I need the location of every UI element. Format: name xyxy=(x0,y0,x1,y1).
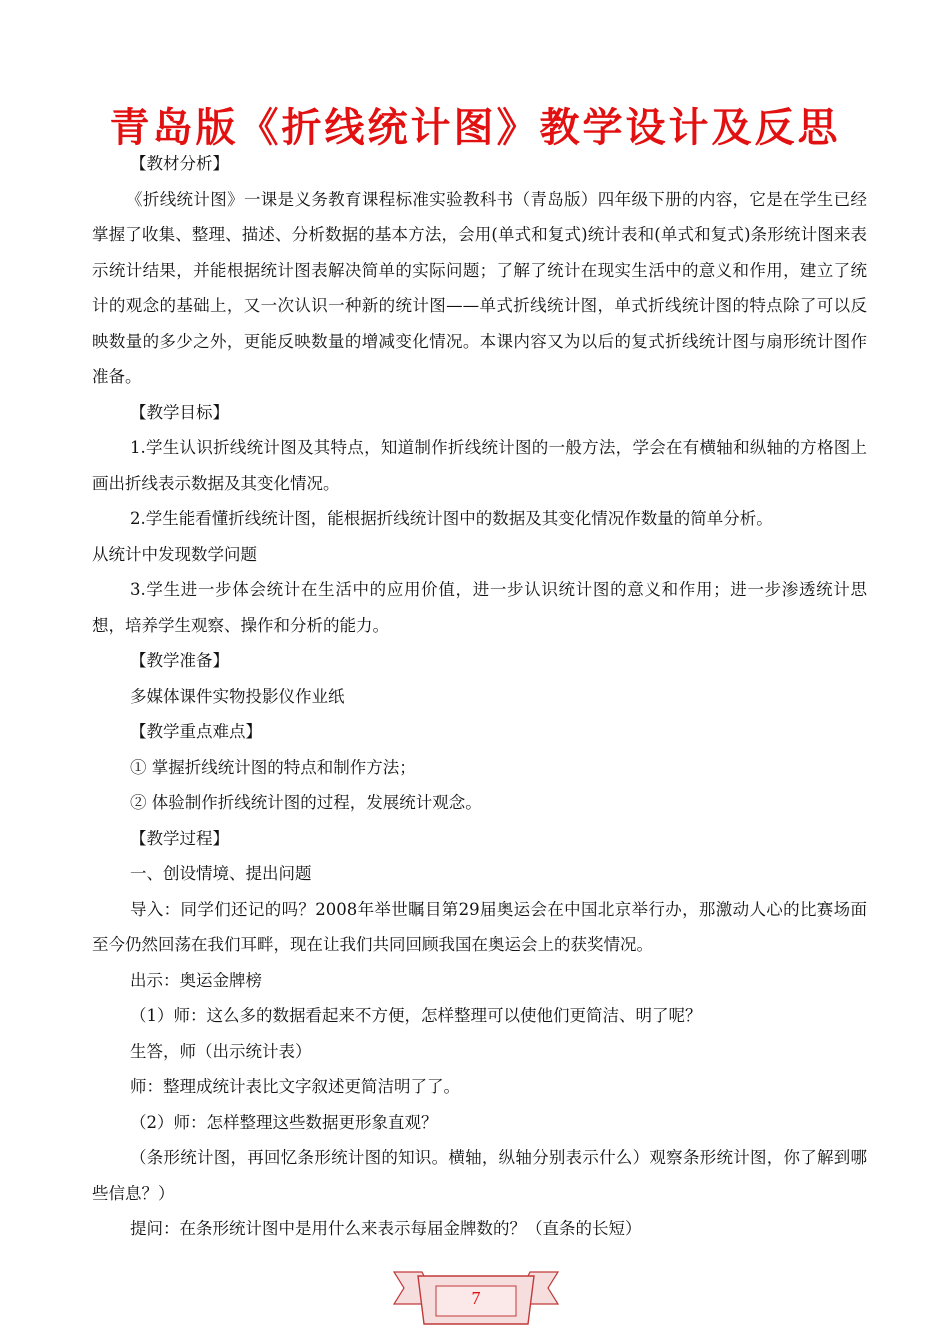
document-title: 青岛版《折线统计图》教学设计及反思 xyxy=(109,104,841,151)
goal-item-3: 3.学生进一步体会统计在生活中的应用价值，进一步认识统计图的意义和作用；进一步渗透统计思想，培养学生观察、操作和分析的能力。 xyxy=(92,580,867,635)
section-heading-key-points: 【教学重点难点】 xyxy=(130,722,262,741)
answer-1: 生答，师（出示统计表） xyxy=(130,1041,312,1061)
key-point-1: ① 掌握折线统计图的特点和制作方法； xyxy=(130,757,416,777)
teacher-line-1: 师：整理成统计表比文字叙述更简洁明了了。 xyxy=(130,1077,460,1096)
analysis-paragraph: 《折线统计图》一课是义务教育课程标准实验教科书（青岛版）四年级下册的内容，它是在学生已经掌握了收集、整理、描述、分析数据的基本方法，会用(单式和复式)统计表和(单式和复式)条形统计图来表示统计结果，并能根据统计图表解决简单的实际问题；了解了统计在现实生活中的意义和作用，建立了统计的观念的基础上，又一次认识一种新的统计图——单式折线统计图，单式折线统计图的特点除了可以反映数量的多少之外，更能反映数量的增减变化情况。本课内容又为以后的复式折线统计图与扇形统计图作准备。 xyxy=(92,189,867,386)
preparation-text: 多媒体课件实物投影仪作业纸 xyxy=(130,686,345,706)
ask-line: 提问：在条形统计图中是用什么来表示每届金牌数的？（直条的长短） xyxy=(130,1219,642,1238)
question-2: （2）师：怎样整理这些数据更形象直观？ xyxy=(130,1112,438,1132)
document-body xyxy=(92,146,867,1247)
goal-item-2-continued: 从统计中发现数学问题 xyxy=(92,544,257,564)
key-point-2: ② 体验制作折线统计图的过程，发展统计观念。 xyxy=(130,793,482,812)
bar-chart-note: （条形统计图，再回忆条形统计图的知识。横轴，纵轴分别表示什么）观察条形统计图，你了解到哪些信息？） xyxy=(92,1148,867,1203)
section-heading-preparation: 【教学准备】 xyxy=(130,651,229,670)
goal-item-1: 1.学生认识折线统计图及其特点，知道制作折线统计图的一般方法，学会在有横轴和纵轴的方格图上画出折线表示数据及其变化情况。 xyxy=(92,438,867,493)
goal-item-2: 2.学生能看懂折线统计图，能根据折线统计图中的数据及其变化情况作数量的简单分析。 xyxy=(130,509,773,528)
show-line: 出示：奥运金牌榜 xyxy=(130,970,262,990)
question-1: （1）师：这么多的数据看起来不方便，怎样整理可以使他们更简洁、明了呢？ xyxy=(130,1006,702,1025)
process-step-1: 一、创设情境、提出问题 xyxy=(130,864,312,883)
section-heading-process: 【教学过程】 xyxy=(130,828,229,848)
page-number-badge xyxy=(392,1268,560,1328)
page-number: 7 xyxy=(471,1288,481,1308)
intro-paragraph: 导入：同学们还记的吗？2008年举世瞩目第29届奥运会在中国北京举行办，那激动人心的比赛场面至今仍然回荡在我们耳畔，现在让我们共同回顾我国在奥运会上的获奖情况。 xyxy=(92,899,867,954)
section-heading-goals: 【教学目标】 xyxy=(130,402,229,422)
section-heading-analysis: 【教材分析】 xyxy=(130,154,229,173)
